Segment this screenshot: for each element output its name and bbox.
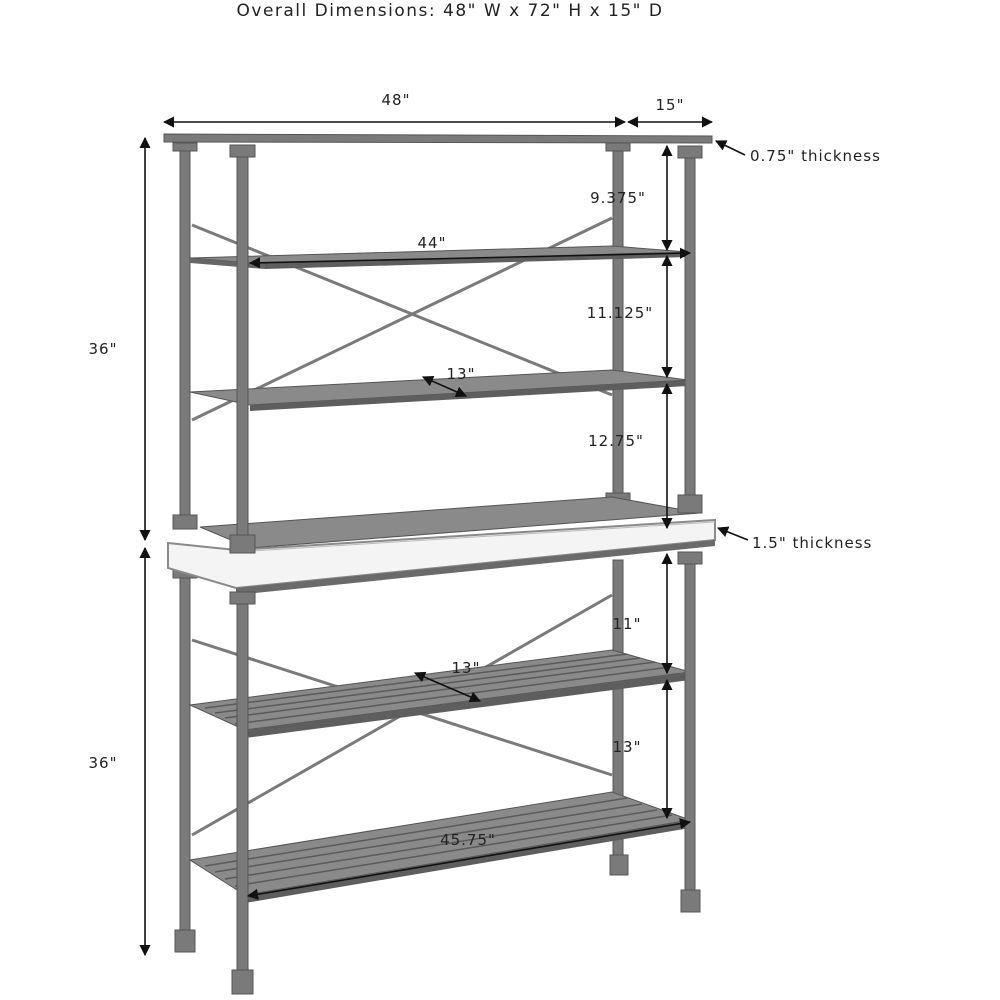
gap-2-label: 11.125" [586,304,654,322]
shelf-depth-upper-label: 13" [446,365,476,383]
counter-thickness-label: 1.5" thickness [752,534,873,552]
gap-1-label: 9.375" [590,189,646,207]
shelf-width-lower-label: 45.75" [440,831,496,849]
shelf-depth-lower-label: 13" [451,659,481,677]
upper-height-label: 36" [88,340,118,358]
top-slab [164,134,712,143]
diagram-title: Overall Dimensions: 48" W x 72" H x 15" D [236,1,664,21]
lower-height-label: 36" [88,754,118,772]
shelf-width-upper-label: 44" [417,234,447,252]
depth-label: 15" [655,96,685,114]
gap-5-label: 13" [612,738,642,756]
width-label: 48" [381,91,411,109]
top-thickness-label: 0.75" thickness [750,147,881,165]
rack-illustration [164,134,715,994]
gap-3-label: 12.75" [588,432,644,450]
gap-4-label: 11" [612,615,642,633]
